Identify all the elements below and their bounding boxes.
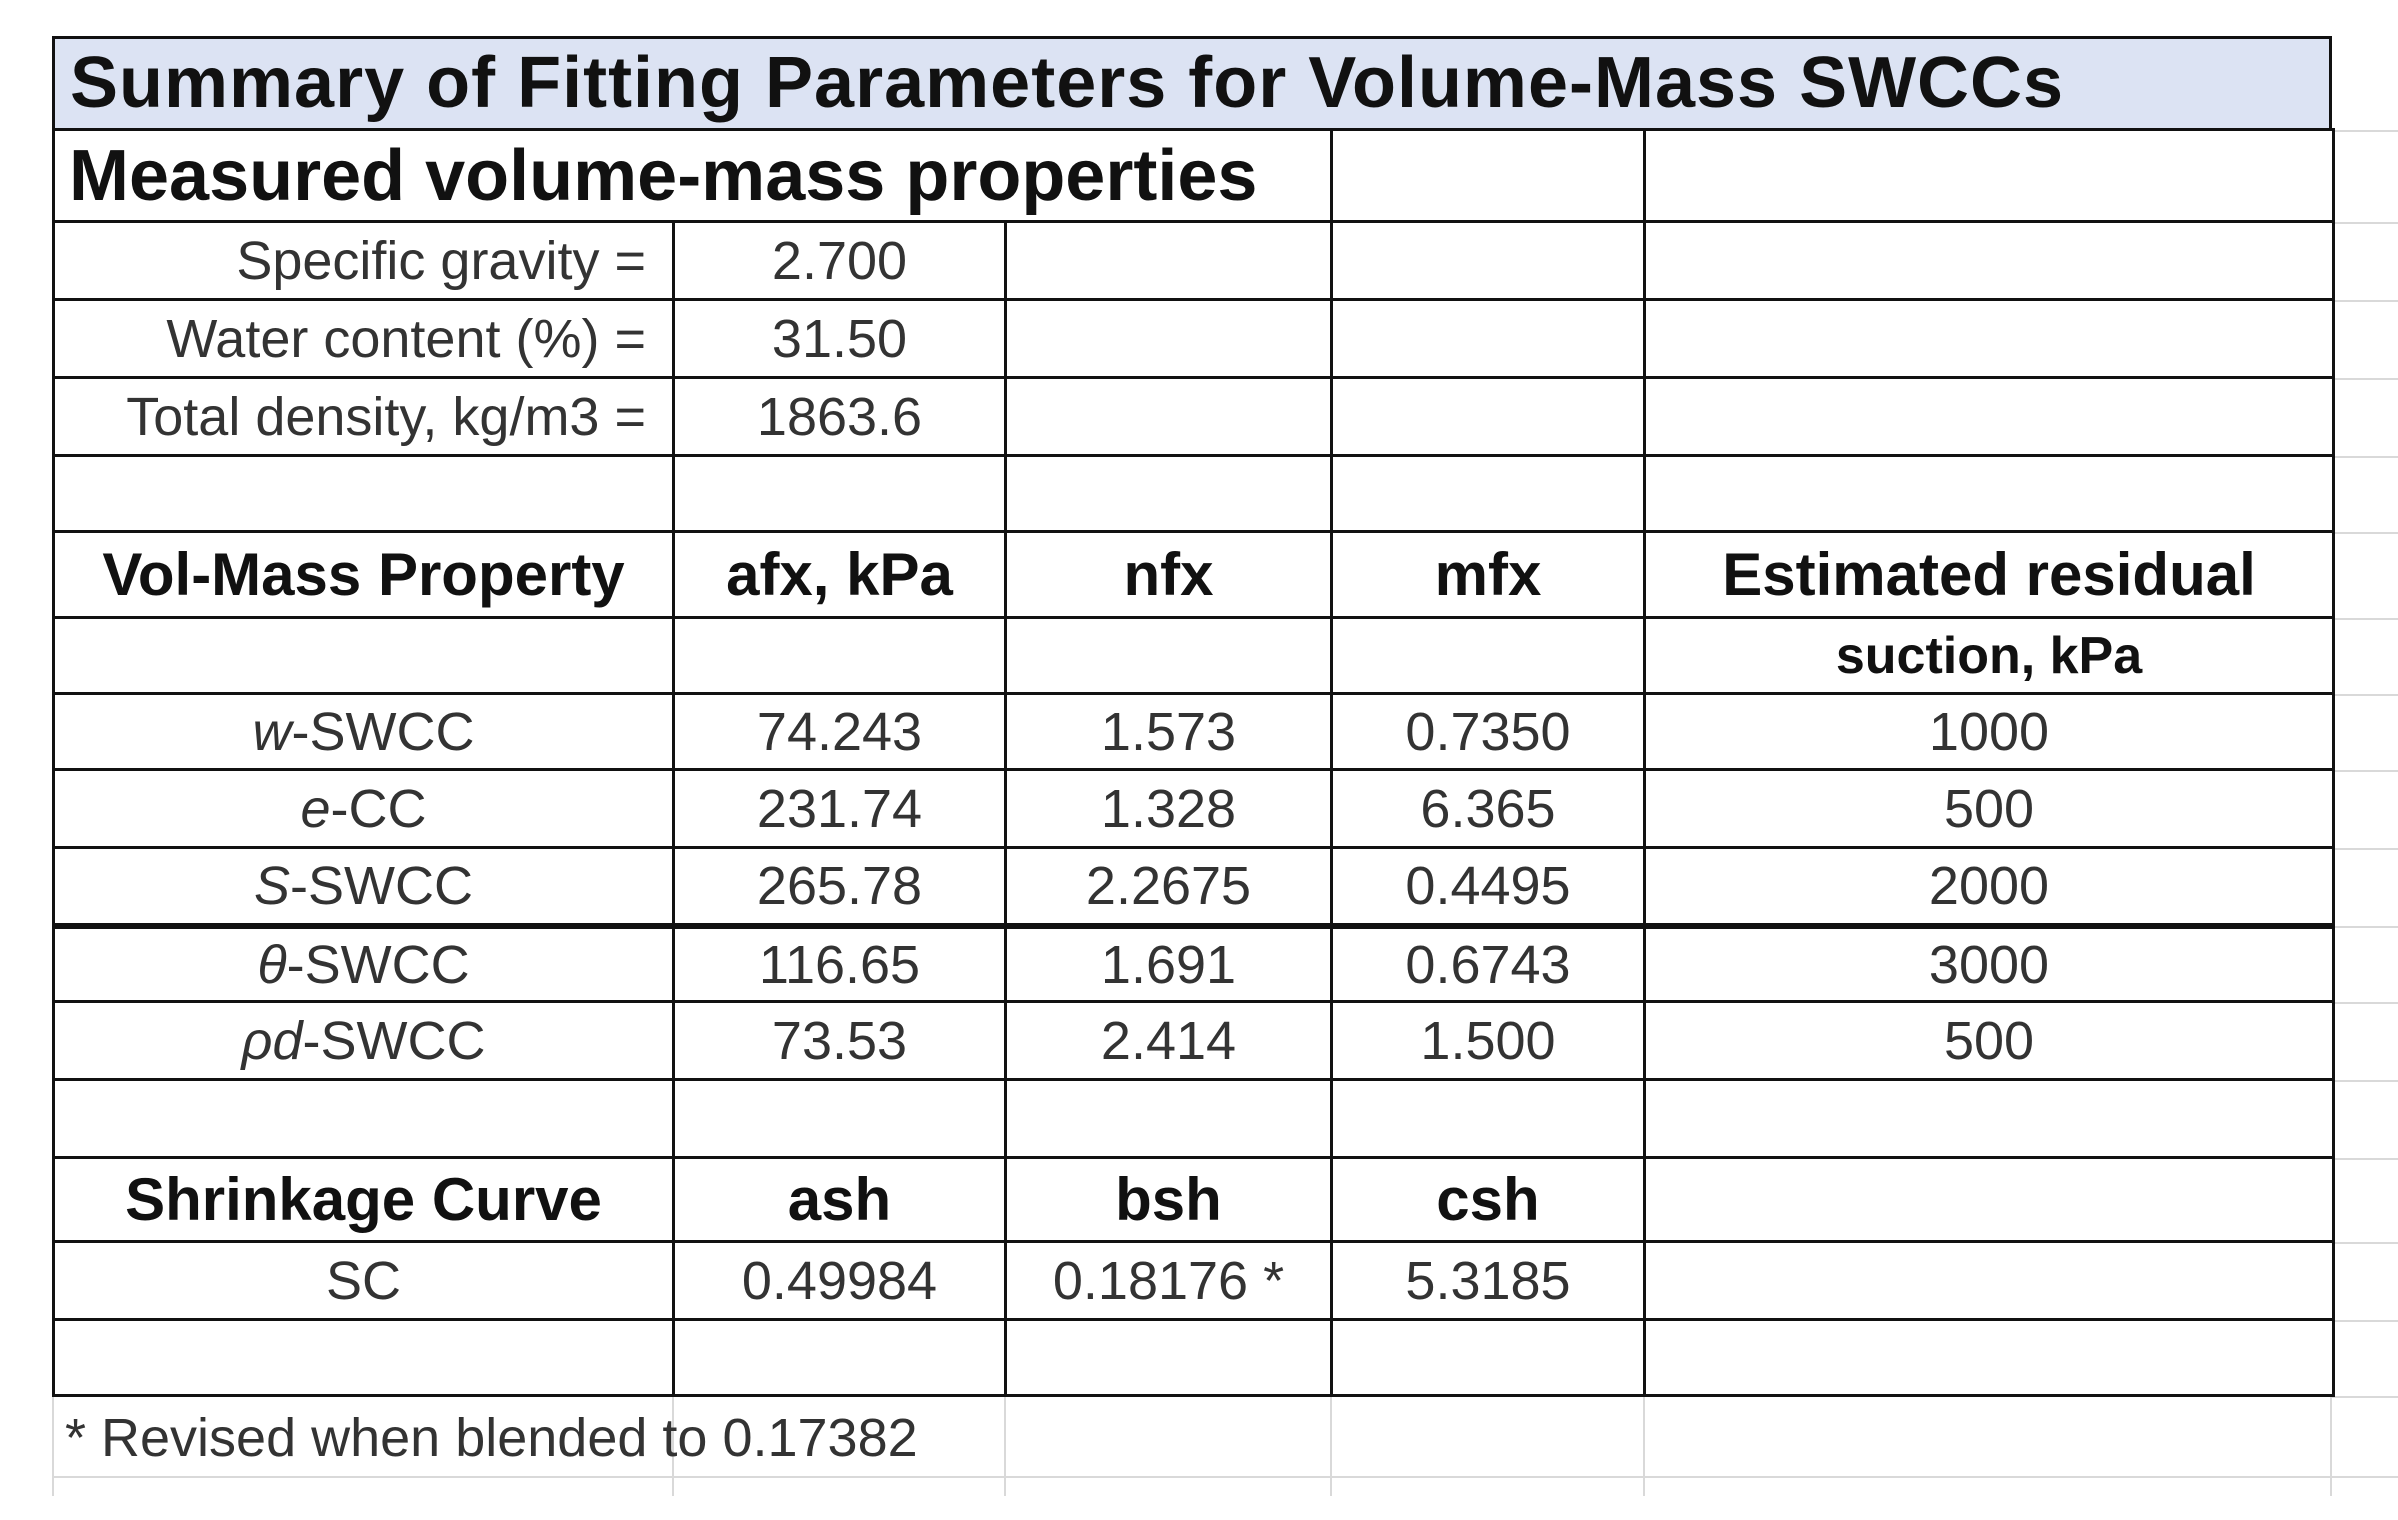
table-row-label: S -SWCC: [254, 856, 473, 916]
footnote: * Revised when blended to 0.17382: [65, 1408, 918, 1468]
header-vol-mass-property: Vol-Mass Property: [102, 541, 625, 608]
header-mfx: mfx: [1434, 541, 1542, 608]
rhod-swcc-afx: 73.53: [771, 1010, 908, 1071]
specific-gravity-label: Specific gravity =: [236, 230, 646, 291]
table-row-label: e -CC: [300, 778, 427, 839]
sc-csh: 5.3185: [1405, 1250, 1571, 1311]
e-cc-nfx: 1.328: [1100, 778, 1237, 839]
header-suction-kpa: suction, kPa: [1835, 626, 2143, 685]
total-density-label: Total density, kg/m3 =: [126, 386, 646, 447]
rhod-swcc-mfx: 1.500: [1420, 1010, 1556, 1071]
e-cc-mfx: 6.365: [1420, 778, 1556, 839]
w-swcc-afx: 74.243: [756, 701, 923, 762]
table-row-label: ρd -SWCC: [241, 1010, 486, 1071]
rhod-swcc-nfx: 2.414: [1100, 1010, 1237, 1071]
theta-swcc-afx: 116.65: [758, 934, 921, 995]
w-swcc-nfx: 1.573: [1100, 701, 1237, 762]
table-row-label: θ -SWCC: [257, 934, 470, 995]
header-ash: ash: [787, 1166, 892, 1233]
w-swcc-residual: 1000: [1928, 701, 2050, 762]
s-swcc-mfx: 0.4495: [1405, 856, 1571, 916]
water-content-value: 31.50: [771, 308, 908, 369]
w-swcc-mfx: 0.7350: [1405, 701, 1571, 762]
e-cc-residual: 500: [1943, 778, 2035, 839]
sc-bsh: 0.18176 *: [1052, 1250, 1285, 1311]
s-swcc-afx: 265.78: [756, 856, 923, 916]
theta-swcc-nfx: 1.691: [1100, 934, 1237, 995]
total-density-value: 1863.6: [756, 386, 923, 447]
header-nfx: nfx: [1123, 541, 1214, 608]
sc-ash: 0.49984: [741, 1250, 938, 1311]
header-shrinkage-curve: Shrinkage Curve: [125, 1166, 602, 1233]
header-estimated-residual: Estimated residual: [1722, 541, 2256, 608]
e-cc-afx: 231.74: [756, 778, 923, 839]
header-bsh: bsh: [1115, 1166, 1222, 1233]
sc-label: SC: [325, 1250, 401, 1311]
header-afx: afx, kPa: [726, 541, 953, 608]
header-csh: csh: [1436, 1166, 1540, 1233]
theta-swcc-mfx: 0.6743: [1405, 934, 1571, 995]
s-swcc-nfx: 2.2675: [1085, 856, 1252, 916]
measured-heading: Measured volume-mass properties: [69, 135, 1258, 216]
rhod-swcc-residual: 500: [1943, 1010, 2035, 1071]
theta-swcc-residual: 3000: [1928, 934, 2050, 995]
specific-gravity-value: 2.700: [771, 230, 908, 291]
table-row-label: w -SWCC: [252, 701, 475, 762]
s-swcc-residual: 2000: [1928, 856, 2050, 916]
table-title: Summary of Fitting Parameters for Volume-Mass SWCCs: [70, 43, 2065, 123]
water-content-label: Water content (%) =: [166, 308, 646, 369]
